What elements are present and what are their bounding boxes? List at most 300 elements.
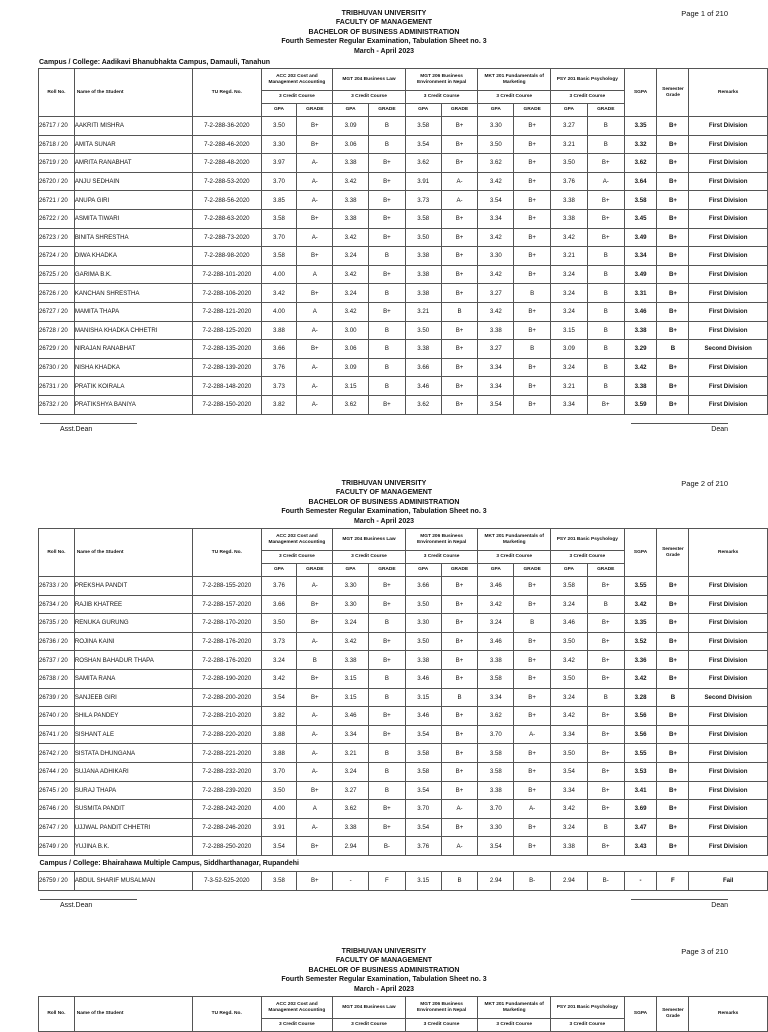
col-regd: TU Regd. No. xyxy=(193,69,262,117)
grade-cell: A- xyxy=(297,744,333,763)
grade-cell: B+ xyxy=(297,209,333,228)
credit-label: 3 Credit Course xyxy=(478,551,551,564)
semester-grade-cell: B+ xyxy=(657,595,689,614)
grade-cell: B+ xyxy=(587,395,624,414)
table-row xyxy=(39,707,768,726)
gpa-cell: 3.62 xyxy=(478,707,514,726)
remarks-cell: Second Division xyxy=(689,688,768,707)
regd-no: 7-2-288-190-2020 xyxy=(193,669,262,688)
credit-label: 3 Credit Course xyxy=(333,551,406,564)
table-body xyxy=(39,871,768,890)
grade-cell: A- xyxy=(297,172,333,191)
semester-grade-cell: B+ xyxy=(657,725,689,744)
semester-grade-cell: B+ xyxy=(657,744,689,763)
gpa-cell: 3.15 xyxy=(333,377,369,396)
grade-label: GRADE xyxy=(368,564,405,577)
grade-cell: B xyxy=(368,117,405,136)
campus-label: Campus / College: Aadikavi Bhanubhakta Campus, Damauli, Tanahun xyxy=(39,59,271,66)
remarks-cell: First Division xyxy=(689,800,768,819)
gpa-cell: 3.42 xyxy=(261,284,297,303)
grade-cell: B+ xyxy=(514,837,551,856)
grade-cell: B+ xyxy=(587,837,624,856)
student-name: ROSHAN BAHADUR THAPA xyxy=(74,651,192,670)
roll-no: 26739 / 20 xyxy=(39,688,75,707)
remarks-cell: First Division xyxy=(689,669,768,688)
remarks-cell: First Division xyxy=(689,632,768,651)
table-row xyxy=(39,302,768,321)
grade-cell: A- xyxy=(587,172,624,191)
sgpa-cell: 3.36 xyxy=(624,651,657,670)
grade-cell: F xyxy=(368,871,405,890)
semester-grade-cell: B+ xyxy=(657,228,689,247)
sgpa-cell: 3.42 xyxy=(624,669,657,688)
gpa-cell: 3.50 xyxy=(405,595,441,614)
exam-title: Fourth Semester Regular Examination, Tabulation Sheet no. 3 xyxy=(281,508,487,516)
student-name: ABDUL SHARIF MUSALMAN xyxy=(74,871,192,890)
grade-cell: B+ xyxy=(514,302,551,321)
gpa-cell: 3.46 xyxy=(478,577,514,596)
col-remarks: Remarks xyxy=(689,69,768,117)
grade-cell: B xyxy=(514,340,551,359)
grade-cell: B xyxy=(587,595,624,614)
page-number: Page 2 of 210 xyxy=(681,479,728,488)
gpa-cell: 3.82 xyxy=(261,395,297,414)
gpa-cell: 3.27 xyxy=(333,781,369,800)
grade-cell: B xyxy=(368,135,405,154)
grade-cell: B+ xyxy=(514,818,551,837)
grade-cell: B+ xyxy=(441,117,478,136)
credit-label: 3 Credit Course xyxy=(405,551,478,564)
grade-cell: A- xyxy=(297,725,333,744)
grade-cell: B xyxy=(368,781,405,800)
gpa-label: GPA xyxy=(478,104,514,117)
gpa-cell: 3.38 xyxy=(333,154,369,173)
gpa-cell: 3.46 xyxy=(405,707,441,726)
gpa-cell: 3.42 xyxy=(478,172,514,191)
gpa-label: GPA xyxy=(551,564,588,577)
sgpa-cell: 3.42 xyxy=(624,358,657,377)
gpa-cell: 3.09 xyxy=(551,340,588,359)
student-name: SUSMITA PANDIT xyxy=(74,800,192,819)
gpa-cell: 3.50 xyxy=(405,321,441,340)
regd-no: 7-2-288-148-2020 xyxy=(193,377,262,396)
grade-cell: B+ xyxy=(368,595,405,614)
grade-cell: B xyxy=(587,688,624,707)
grade-cell: A xyxy=(297,800,333,819)
roll-no: 26741 / 20 xyxy=(39,725,75,744)
gpa-cell: 3.30 xyxy=(333,577,369,596)
remarks-cell: First Division xyxy=(689,358,768,377)
sgpa-cell: 3.56 xyxy=(624,707,657,726)
remarks-cell: First Division xyxy=(689,302,768,321)
col-course-3: MGT 206 Business Environment in Nepal xyxy=(405,69,478,91)
gpa-cell: 3.34 xyxy=(551,781,588,800)
semester-grade-cell: B+ xyxy=(657,135,689,154)
remarks-cell: First Division xyxy=(689,744,768,763)
grade-cell: B xyxy=(368,744,405,763)
gpa-cell: 3.24 xyxy=(551,358,588,377)
remarks-cell: First Division xyxy=(689,377,768,396)
tabulation-page-2 xyxy=(0,470,768,913)
grade-cell: B+ xyxy=(514,651,551,670)
sgpa-cell: - xyxy=(624,871,657,890)
semester-grade-cell: B+ xyxy=(657,191,689,210)
gpa-cell: 3.42 xyxy=(478,265,514,284)
gpa-cell: 3.58 xyxy=(261,209,297,228)
student-name: BINITA SHRESTHA xyxy=(74,228,192,247)
grade-cell: B+ xyxy=(514,707,551,726)
grade-cell: B+ xyxy=(514,595,551,614)
regd-no: 7-2-288-170-2020 xyxy=(193,614,262,633)
grade-cell: B+ xyxy=(297,340,333,359)
dean-label: Dean xyxy=(711,425,728,433)
sgpa-cell: 3.43 xyxy=(624,837,657,856)
grade-cell: B+ xyxy=(368,800,405,819)
gpa-cell: 3.62 xyxy=(333,395,369,414)
credit-label: 3 Credit Course xyxy=(478,91,551,104)
table-row xyxy=(39,744,768,763)
table-row xyxy=(39,247,768,266)
student-name: AAKRITI MISHRA xyxy=(74,117,192,136)
regd-no: 7-2-288-135-2020 xyxy=(193,340,262,359)
semester-grade-cell: B+ xyxy=(657,837,689,856)
grade-cell: B+ xyxy=(368,172,405,191)
gpa-cell: 3.54 xyxy=(405,725,441,744)
grade-cell: B xyxy=(297,651,333,670)
gpa-cell: 3.91 xyxy=(261,818,297,837)
university-name: TRIBHUVAN UNIVERSITY xyxy=(341,480,427,487)
student-name: AMITA SUNAR xyxy=(74,135,192,154)
table-header xyxy=(39,529,768,577)
program-name: BACHELOR OF BUSINESS ADMINISTRATION xyxy=(308,28,460,36)
gpa-label: GPA xyxy=(405,564,441,577)
gpa-cell: 3.58 xyxy=(478,762,514,781)
gpa-cell: 3.62 xyxy=(478,154,514,173)
grade-cell: B+ xyxy=(514,154,551,173)
grade-cell: B+ xyxy=(587,781,624,800)
remarks-cell: First Division xyxy=(689,191,768,210)
remarks-cell: First Division xyxy=(689,172,768,191)
gpa-cell: 3.50 xyxy=(261,781,297,800)
grade-cell: B xyxy=(587,117,624,136)
sgpa-cell: 3.31 xyxy=(624,284,657,303)
student-name: SHILA PANDEY xyxy=(74,707,192,726)
signature-line-left xyxy=(40,423,137,424)
regd-no: 7-2-288-53-2020 xyxy=(193,172,262,191)
gpa-cell: 2.94 xyxy=(478,871,514,890)
roll-no: 26720 / 20 xyxy=(39,172,75,191)
grade-cell: B+ xyxy=(587,209,624,228)
gpa-cell: 3.54 xyxy=(405,781,441,800)
grade-cell: B+ xyxy=(587,154,624,173)
col-course-4: MKT 201 Fundamentals of Marketing xyxy=(478,69,551,91)
gpa-cell: 3.24 xyxy=(551,265,588,284)
grade-cell: B+ xyxy=(441,614,478,633)
credit-label: 3 Credit Course xyxy=(261,91,333,104)
grade-cell: A- xyxy=(441,800,478,819)
remarks-cell: First Division xyxy=(689,395,768,414)
gpa-cell: 3.38 xyxy=(551,837,588,856)
grade-cell: B+ xyxy=(297,117,333,136)
gpa-cell: 3.73 xyxy=(405,191,441,210)
col-roll: Roll No. xyxy=(39,529,75,577)
grade-cell: B+ xyxy=(297,837,333,856)
grade-cell: B+ xyxy=(441,209,478,228)
roll-no: 26742 / 20 xyxy=(39,744,75,763)
semester-grade-cell: B+ xyxy=(657,781,689,800)
gpa-cell: 3.38 xyxy=(333,209,369,228)
remarks-cell: First Division xyxy=(689,818,768,837)
gpa-cell: 3.58 xyxy=(261,247,297,266)
roll-no: 26747 / 20 xyxy=(39,818,75,837)
grade-cell: B+ xyxy=(441,725,478,744)
grade-cell: B+ xyxy=(441,358,478,377)
table-row xyxy=(39,228,768,247)
gpa-cell: 3.62 xyxy=(405,395,441,414)
gpa-cell: 3.38 xyxy=(478,781,514,800)
col-name: Name of the Student xyxy=(74,529,192,577)
grade-cell: B+ xyxy=(514,377,551,396)
table-row xyxy=(39,358,768,377)
gpa-cell: 3.50 xyxy=(261,614,297,633)
table-row xyxy=(39,265,768,284)
regd-no: 7-2-288-250-2020 xyxy=(193,837,262,856)
grade-cell: B+ xyxy=(368,228,405,247)
col-course-5: PSY 201 Basic Psychology xyxy=(551,69,625,91)
gpa-cell: 3.88 xyxy=(261,725,297,744)
table-row xyxy=(39,781,768,800)
gpa-cell: 3.34 xyxy=(478,688,514,707)
regd-no: 7-3-52-525-2020 xyxy=(193,871,262,890)
grade-cell: B xyxy=(587,247,624,266)
grade-cell: B- xyxy=(514,871,551,890)
faculty-name: FACULTY OF MANAGEMENT xyxy=(335,19,433,27)
gpa-cell: 3.54 xyxy=(478,191,514,210)
gpa-cell: 3.06 xyxy=(333,135,369,154)
grade-cell: B+ xyxy=(441,762,478,781)
gpa-cell: 3.76 xyxy=(261,577,297,596)
gpa-cell: 3.73 xyxy=(261,632,297,651)
table-row xyxy=(39,172,768,191)
regd-no: 7-2-288-106-2020 xyxy=(193,284,262,303)
regd-no: 7-2-288-150-2020 xyxy=(193,395,262,414)
gpa-cell: 3.21 xyxy=(551,135,588,154)
gpa-cell: 3.30 xyxy=(478,247,514,266)
grade-cell: B xyxy=(587,358,624,377)
col-course-1: ACC 202 Cost and Management Accounting xyxy=(261,997,333,1019)
grade-cell: B xyxy=(368,358,405,377)
gpa-cell: 3.54 xyxy=(405,818,441,837)
gpa-cell: 3.54 xyxy=(261,688,297,707)
signature-line-right xyxy=(631,423,728,424)
gpa-cell: 3.21 xyxy=(405,302,441,321)
sgpa-cell: 3.69 xyxy=(624,800,657,819)
semester-grade-cell: B+ xyxy=(657,577,689,596)
remarks-cell: First Division xyxy=(689,837,768,856)
student-name: NISHA KHADKA xyxy=(74,358,192,377)
gpa-label: GPA xyxy=(551,104,588,117)
semester-grade-cell: B+ xyxy=(657,707,689,726)
grade-cell: B xyxy=(587,377,624,396)
grade-cell: B xyxy=(441,871,478,890)
regd-no: 7-2-288-176-2020 xyxy=(193,651,262,670)
roll-no: 26729 / 20 xyxy=(39,340,75,359)
student-name: SAMITA RANA xyxy=(74,669,192,688)
gpa-cell: 3.70 xyxy=(261,228,297,247)
regd-no: 7-2-288-63-2020 xyxy=(193,209,262,228)
table-row xyxy=(39,632,768,651)
regd-no: 7-2-288-239-2020 xyxy=(193,781,262,800)
gpa-cell: 3.15 xyxy=(333,669,369,688)
program-name: BACHELOR OF BUSINESS ADMINISTRATION xyxy=(308,966,460,974)
grade-cell: B+ xyxy=(514,117,551,136)
grade-cell: B- xyxy=(587,871,624,890)
roll-no: 26717 / 20 xyxy=(39,117,75,136)
gpa-cell: 3.24 xyxy=(551,284,588,303)
exam-title: Fourth Semester Regular Examination, Tabulation Sheet no. 3 xyxy=(281,38,487,46)
gpa-cell: 3.38 xyxy=(333,818,369,837)
tabulation-page-3 xyxy=(0,938,768,1032)
table-row xyxy=(39,377,768,396)
remarks-cell: Second Division xyxy=(689,340,768,359)
regd-no: 7-2-288-221-2020 xyxy=(193,744,262,763)
grade-label: GRADE xyxy=(587,104,624,117)
table-row xyxy=(39,135,768,154)
gpa-cell: 3.85 xyxy=(261,191,297,210)
gpa-cell: 3.09 xyxy=(333,358,369,377)
col-name: Name of the Student xyxy=(74,69,192,117)
regd-no: 7-2-288-139-2020 xyxy=(193,358,262,377)
gpa-cell: 3.50 xyxy=(478,135,514,154)
grade-cell: B xyxy=(368,614,405,633)
program-name: BACHELOR OF BUSINESS ADMINISTRATION xyxy=(308,498,460,506)
gpa-cell: 3.30 xyxy=(478,117,514,136)
grade-cell: A- xyxy=(514,800,551,819)
signature-area xyxy=(0,415,768,437)
gpa-cell: 3.15 xyxy=(333,688,369,707)
remarks-cell: First Division xyxy=(689,707,768,726)
grade-cell: A- xyxy=(297,395,333,414)
remarks-cell: First Division xyxy=(689,228,768,247)
gpa-cell: 3.21 xyxy=(551,377,588,396)
gpa-cell: 3.42 xyxy=(333,228,369,247)
student-name: GARIMA B.K. xyxy=(74,265,192,284)
gpa-cell: 3.50 xyxy=(551,744,588,763)
gpa-cell: 3.50 xyxy=(551,154,588,173)
table-row xyxy=(39,871,768,890)
grade-cell: B xyxy=(368,321,405,340)
col-semester-grade: Semester Grade xyxy=(657,529,689,577)
gpa-cell: 3.50 xyxy=(405,632,441,651)
grade-cell: B+ xyxy=(368,302,405,321)
gpa-cell: 3.66 xyxy=(261,595,297,614)
grade-label: GRADE xyxy=(514,104,551,117)
roll-no: 26725 / 20 xyxy=(39,265,75,284)
col-course-2: MGT 204 Business Law xyxy=(333,69,406,91)
col-sgpa: SGPA xyxy=(624,997,657,1032)
roll-no: 26746 / 20 xyxy=(39,800,75,819)
sgpa-cell: 3.62 xyxy=(624,154,657,173)
gpa-cell: 3.42 xyxy=(478,302,514,321)
col-course-3: MGT 206 Business Environment in Nepal xyxy=(405,529,478,551)
grade-cell: B+ xyxy=(441,321,478,340)
sgpa-cell: 3.42 xyxy=(624,595,657,614)
semester-grade-cell: B+ xyxy=(657,209,689,228)
col-roll: Roll No. xyxy=(39,997,75,1032)
grade-cell: B+ xyxy=(368,395,405,414)
gpa-cell: 3.54 xyxy=(551,762,588,781)
sgpa-cell: 3.41 xyxy=(624,781,657,800)
roll-no: 26724 / 20 xyxy=(39,247,75,266)
grade-label: GRADE xyxy=(297,104,333,117)
regd-no: 7-2-288-73-2020 xyxy=(193,228,262,247)
grade-cell: B- xyxy=(368,837,405,856)
student-name: NIRAJAN RANABHAT xyxy=(74,340,192,359)
gpa-cell: 3.50 xyxy=(261,117,297,136)
sgpa-cell: 3.46 xyxy=(624,302,657,321)
gpa-cell: 3.50 xyxy=(551,669,588,688)
grade-cell: B+ xyxy=(441,818,478,837)
gpa-cell: 3.42 xyxy=(261,669,297,688)
gpa-cell: 3.24 xyxy=(261,651,297,670)
gpa-cell: 3.21 xyxy=(333,744,369,763)
grade-label: GRADE xyxy=(368,104,405,117)
gpa-cell: 3.42 xyxy=(333,302,369,321)
table-row xyxy=(39,595,768,614)
gpa-cell: 3.27 xyxy=(551,117,588,136)
table-row xyxy=(39,725,768,744)
grade-cell: B xyxy=(368,688,405,707)
table-row xyxy=(39,688,768,707)
gpa-cell: 3.58 xyxy=(261,871,297,890)
grade-cell: B+ xyxy=(441,781,478,800)
gpa-cell: 3.38 xyxy=(405,651,441,670)
col-semester-grade: Semester Grade xyxy=(657,69,689,117)
grade-cell: B+ xyxy=(297,284,333,303)
table-row xyxy=(39,209,768,228)
table-row xyxy=(39,762,768,781)
gpa-cell: 3.24 xyxy=(333,247,369,266)
gpa-cell: 3.97 xyxy=(261,154,297,173)
table-header xyxy=(39,69,768,117)
credit-label: 3 Credit Course xyxy=(405,1019,478,1032)
grade-cell: B+ xyxy=(514,135,551,154)
gpa-cell: 4.00 xyxy=(261,800,297,819)
credit-label: 3 Credit Course xyxy=(261,551,333,564)
sgpa-cell: 3.35 xyxy=(624,117,657,136)
grade-cell: B+ xyxy=(587,762,624,781)
gpa-cell: 3.34 xyxy=(551,395,588,414)
table-header xyxy=(39,997,768,1032)
student-name: ASMITA TIWARI xyxy=(74,209,192,228)
grade-cell: B+ xyxy=(587,651,624,670)
grade-cell: A xyxy=(297,265,333,284)
table-row xyxy=(39,818,768,837)
remarks-cell: First Division xyxy=(689,247,768,266)
semester-grade-cell: B xyxy=(657,340,689,359)
remarks-cell: First Division xyxy=(689,265,768,284)
credit-label: 3 Credit Course xyxy=(333,1019,406,1032)
col-sgpa: SGPA xyxy=(624,69,657,117)
grade-cell: B+ xyxy=(514,265,551,284)
gpa-cell: 3.42 xyxy=(551,800,588,819)
gpa-cell: 3.54 xyxy=(405,135,441,154)
grade-cell: B+ xyxy=(297,247,333,266)
gpa-cell: 3.66 xyxy=(405,577,441,596)
grade-cell: B+ xyxy=(297,669,333,688)
semester-grade-cell: B+ xyxy=(657,818,689,837)
col-course-5: PSY 201 Basic Psychology xyxy=(551,529,625,551)
